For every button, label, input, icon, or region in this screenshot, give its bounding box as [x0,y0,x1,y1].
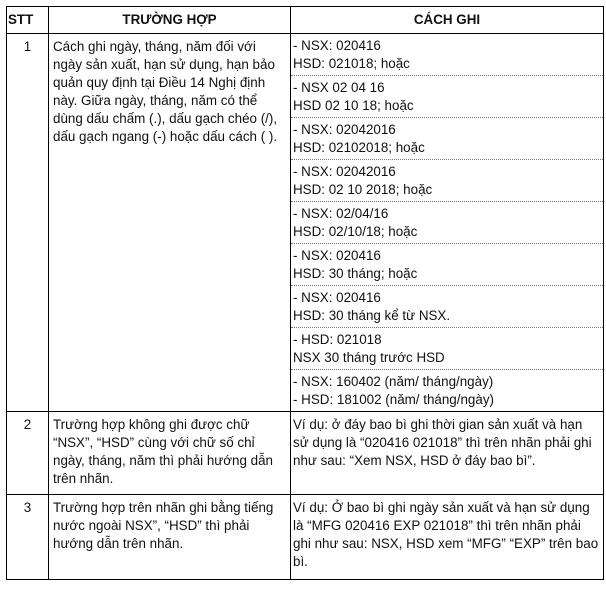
example-line: - NSX: 02042016 [293,164,396,179]
example-entry [291,370,603,411]
example-line: - NSX: 160402 (năm/ tháng/ngày) [293,374,494,389]
example-entry [291,244,603,286]
example-line: HSD: 02/10/18; hoặc [293,224,418,239]
example-entry [291,286,603,328]
case-text: Cách ghi ngày, tháng, năm đối với ngày sản xuất, hạn sử dụng, hạn bảo quản quy định tại Điều 14 Nghị định này. Giữa ngày, tháng, năm có thể dùng dấu chấm (.), dấu gạch chéo (/), dấu gạch ngang (-) hoặc dấu cách ( ). [49,34,291,412]
header-case: TRƯỜNG HỢP [49,7,291,34]
example-entry [291,160,603,202]
example-line: - NSX: 020416 [293,290,381,305]
case-text: Trường hợp không ghi được chữ “NSX”, “HSD” cùng với chữ số chỉ ngày, tháng, năm thì phải hướng dẫn trên nhãn. [49,412,291,495]
example-entry [291,202,603,244]
example-line: HSD 02 10 18; hoặc [293,98,414,113]
how-text: Ví dụ: Ở bao bì ghi ngày sản xuất và hạn sử dụng là “MFG 020416 EXP 021018” thì trên nhãn phải ghi như sau: NSX, HSD xem “MFG” “EXP” trên bao bì. [291,495,604,580]
example-line: NSX 30 tháng trước HSD [293,350,445,365]
case-text: Trường hợp trên nhãn ghi bằng tiếng nước ngoài NSX”, “HSD” thì phải hướng dẫn trên nhãn. [49,495,291,580]
how-text: Ví dụ: ở đáy bao bì ghi thời gian sản xuất và hạn sử dụng là “020416 021018” thì trên nhãn phải ghi như sau: “Xem NSX, HSD ở đáy bao bì”. [291,412,604,495]
row-number: 1 [7,34,49,412]
example-line: HSD: 02 10 2018; hoặc [293,182,433,197]
example-line: - NSX: 020416 [293,38,381,53]
example-line: - NSX: 020416 [293,248,381,263]
table-row [7,34,604,412]
how-cell [291,34,604,412]
example-line: - HSD: 181002 (năm/ tháng/ngày) [293,392,494,407]
example-entry [291,118,603,160]
header-row [7,7,604,34]
table-row [7,412,604,495]
example-line: - NSX: 02042016 [293,122,396,137]
row-number: 3 [7,495,49,580]
example-entry [291,328,603,370]
row-number: 2 [7,412,49,495]
example-entry [291,76,603,118]
labeling-table [6,6,604,580]
example-line: HSD: 021018; hoặc [293,56,410,71]
header-how: CÁCH GHI [291,7,604,34]
header-stt: STT [7,7,49,34]
example-line: - HSD: 021018 [293,332,382,347]
example-line: HSD: 30 tháng; hoặc [293,266,418,281]
example-line: - NSX: 02/04/16 [293,206,389,221]
example-line: - NSX 02 04 16 [293,80,385,95]
example-line: HSD: 02102018; hoặc [293,140,425,155]
table-row [7,495,604,580]
example-line: HSD: 30 tháng kể từ NSX. [293,308,451,323]
example-entry [291,34,603,76]
